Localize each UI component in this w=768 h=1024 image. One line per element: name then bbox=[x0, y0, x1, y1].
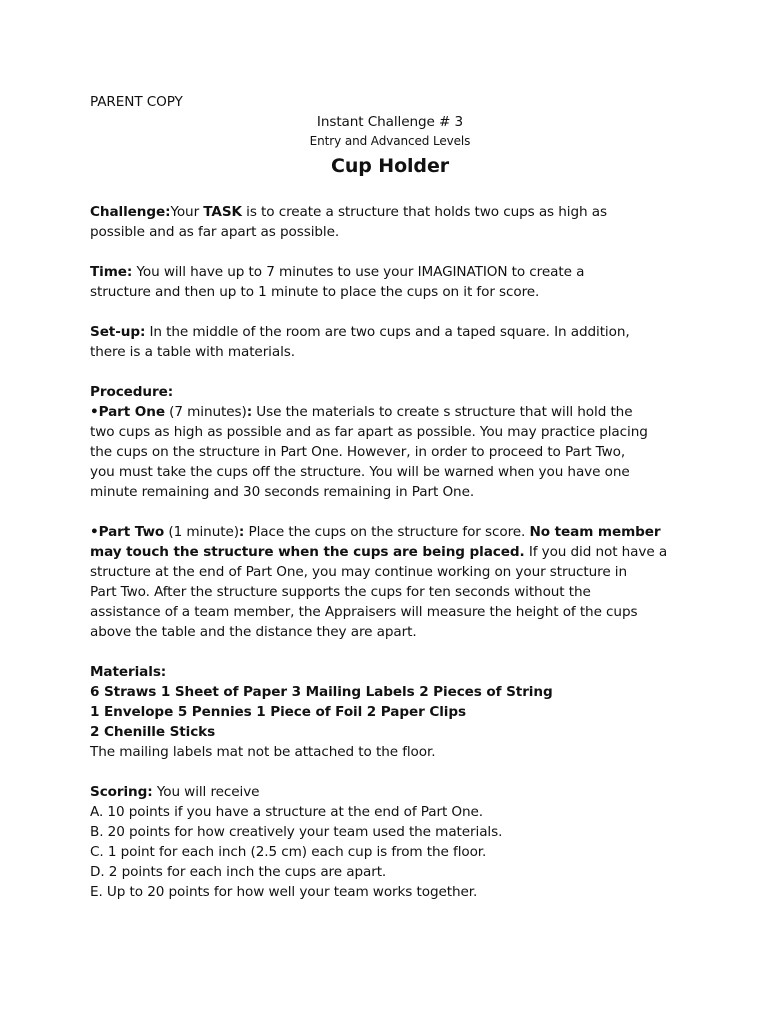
part-one-line-3: the cups on the structure in Part One. However, in order to proceed to Part Two, bbox=[90, 444, 626, 460]
part-two-bold-1: No team member bbox=[529, 524, 661, 540]
materials-line-1: 6 Straws 1 Sheet of Paper 3 Mailing Labels 2 Pieces of String bbox=[90, 684, 553, 700]
part-two-colon: : bbox=[238, 524, 245, 540]
challenge-text-a: Your bbox=[170, 204, 204, 220]
part-one-label: •Part One bbox=[90, 404, 165, 420]
materials-line-2: 1 Envelope 5 Pennies 1 Piece of Foil 2 Paper Clips bbox=[90, 704, 466, 720]
setup-line-1 bbox=[90, 322, 690, 342]
part-one-line-4: you must take the cups off the structure. You will be warned when you have one bbox=[90, 464, 630, 480]
document-page bbox=[90, 92, 690, 902]
time-line-1 bbox=[90, 262, 690, 282]
scoring-item-b: B. 20 points for how creatively your team used the materials. bbox=[90, 824, 503, 840]
part-two-line-4: Part Two. After the structure supports the cups for ten seconds without the bbox=[90, 584, 591, 600]
part-two-text-1a: Place the cups on the structure for score. bbox=[244, 524, 530, 540]
materials-line-3: 2 Chenille Sticks bbox=[90, 724, 216, 740]
challenge-task-word: TASK bbox=[203, 204, 242, 220]
materials-note: The mailing labels mat not be attached to the floor. bbox=[90, 744, 436, 760]
scoring-intro: You will receive bbox=[152, 784, 260, 800]
part-one-text-1: Use the materials to create s structure that will hold the bbox=[252, 404, 633, 420]
setup-label: Set-up: bbox=[90, 324, 146, 340]
setup-line-2: there is a table with materials. bbox=[90, 344, 295, 360]
part-two-line-2 bbox=[90, 542, 690, 562]
part-one-colon: : bbox=[246, 404, 253, 420]
challenge-line-1 bbox=[90, 202, 690, 222]
setup-text-1: In the middle of the room are two cups and a taped square. In addition, bbox=[145, 324, 630, 340]
part-one-line-2: two cups as high as possible and as far apart as possible. You may practice placing bbox=[90, 424, 648, 440]
time-section bbox=[90, 262, 690, 302]
part-one-line-1 bbox=[90, 402, 690, 422]
levels-subtitle: Entry and Advanced Levels bbox=[309, 134, 471, 148]
time-text-1: You will have up to 7 minutes to use your IMAGINATION to create a bbox=[132, 264, 585, 280]
challenge-label: Challenge: bbox=[90, 204, 171, 220]
page-title: Cup Holder bbox=[330, 155, 449, 177]
parent-copy-label: PARENT COPY bbox=[90, 94, 183, 110]
part-two-line-5: assistance of a team member, the Appraisers will measure the height of the cups bbox=[90, 604, 638, 620]
materials-section bbox=[90, 662, 690, 762]
challenge-section bbox=[90, 202, 690, 242]
procedure-label: Procedure: bbox=[90, 384, 174, 400]
part-two-label: •Part Two bbox=[90, 524, 165, 540]
setup-section bbox=[90, 322, 690, 362]
scoring-item-d: D. 2 points for each inch the cups are apart. bbox=[90, 864, 387, 880]
scoring-label: Scoring: bbox=[90, 784, 153, 800]
time-line-2: structure and then up to 1 minute to place the cups on it for score. bbox=[90, 284, 540, 300]
part-two-bold-2: may touch the structure when the cups are being placed. bbox=[90, 544, 525, 560]
part-two-line-1 bbox=[90, 522, 690, 542]
scoring-line-intro bbox=[90, 782, 690, 802]
procedure-section bbox=[90, 382, 690, 642]
part-two-line-6: above the table and the distance they are apart. bbox=[90, 624, 417, 640]
challenge-text-b: is to create a structure that holds two cups as high as bbox=[241, 204, 607, 220]
scoring-item-c: C. 1 point for each inch (2.5 cm) each cup is from the floor. bbox=[90, 844, 487, 860]
part-two-text-2b: If you did not have a bbox=[524, 544, 668, 560]
part-one-duration: (7 minutes) bbox=[164, 404, 247, 420]
scoring-section bbox=[90, 782, 690, 902]
scoring-item-a: A. 10 points if you have a structure at the end of Part One. bbox=[90, 804, 484, 820]
challenge-line-2: possible and as far apart as possible. bbox=[90, 224, 340, 240]
part-two-duration: (1 minute) bbox=[164, 524, 239, 540]
part-two-line-3: structure at the end of Part One, you may continue working on your structure in bbox=[90, 564, 627, 580]
challenge-number: Instant Challenge # 3 bbox=[316, 114, 464, 130]
scoring-item-e: E. Up to 20 points for how well your team works together. bbox=[90, 884, 478, 900]
part-one-line-5: minute remaining and 30 seconds remaining in Part One. bbox=[90, 484, 475, 500]
time-label: Time: bbox=[90, 264, 133, 280]
materials-label: Materials: bbox=[90, 664, 167, 680]
